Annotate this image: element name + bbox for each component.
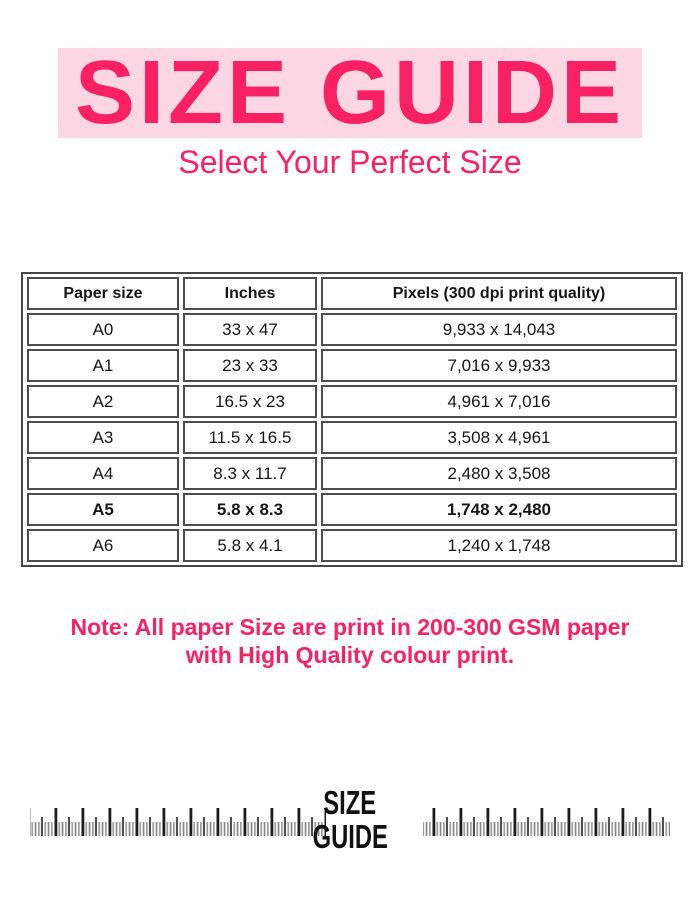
cell-pixels: 4,961 x 7,016 [321,385,677,418]
column-header-pixels: Pixels (300 dpi print quality) [321,277,677,310]
cell-pixels: 1,240 x 1,748 [321,529,677,562]
cell-paper-size: A2 [27,385,179,418]
size-table [21,272,683,567]
cell-inches: 11.5 x 16.5 [183,421,317,454]
cell-paper-size: A1 [27,349,179,382]
cell-pixels: 7,016 x 9,933 [321,349,677,382]
page-subtitle: Select Your Perfect Size [178,144,522,180]
table-row [27,313,677,346]
column-header-inches: Inches [183,277,317,310]
print-note-line1: Note: All paper Size are print in 200-300 GSM paper [70,614,630,640]
cell-paper-size: A3 [27,421,179,454]
table-row [27,385,677,418]
cell-inches: 5.8 x 4.1 [183,529,317,562]
cell-inches: 16.5 x 23 [183,385,317,418]
table-row [27,421,677,454]
cell-pixels: 9,933 x 14,043 [321,313,677,346]
print-note-line2: with High Quality colour print. [185,642,515,668]
print-note [0,613,700,669]
cell-paper-size: A6 [27,529,179,562]
table-row [27,529,677,562]
cell-inches: 23 x 33 [183,349,317,382]
cell-paper-size: A5 [27,493,179,526]
cell-pixels: 3,508 x 4,961 [321,421,677,454]
logo-line-size: SIZE [323,784,377,821]
column-header-paper-size: Paper size [27,277,179,310]
cell-inches: 5.8 x 8.3 [183,493,317,526]
header-banner [58,48,642,138]
cell-paper-size: A4 [27,457,179,490]
table-row-highlighted [27,493,677,526]
cell-pixels: 2,480 x 3,508 [321,457,677,490]
table-header-row [27,277,677,310]
cell-pixels: 1,748 x 2,480 [321,493,677,526]
page-title: SIZE GUIDE [74,48,626,138]
cell-inches: 33 x 47 [183,313,317,346]
size-guide-logo [0,786,700,854]
logo-line-guide: GUIDE [312,818,388,855]
table-row [27,457,677,490]
footer [0,778,700,873]
table-row [27,349,677,382]
cell-inches: 8.3 x 11.7 [183,457,317,490]
cell-paper-size: A0 [27,313,179,346]
